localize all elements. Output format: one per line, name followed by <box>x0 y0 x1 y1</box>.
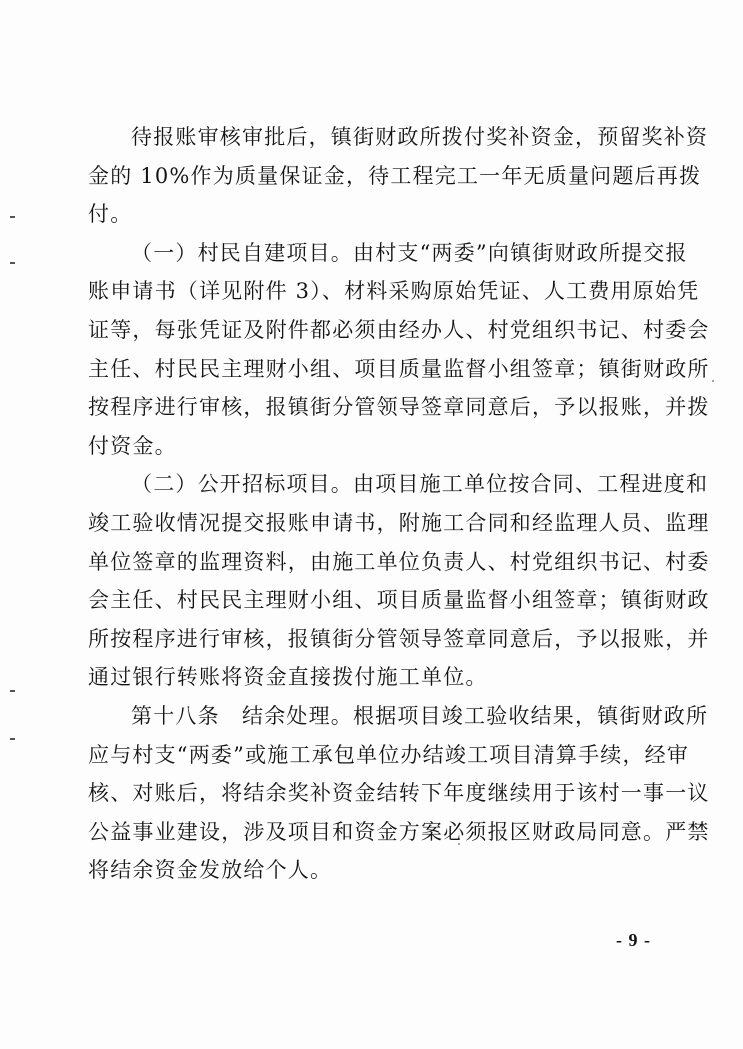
paragraph-line: 核、对账后，将结余奖补资金结转下年度继续用于该村一事一议 <box>88 781 710 806</box>
paragraph-line: 主任、村民民主理财小组、项目质量监督小组签章；镇街财政所 <box>88 356 710 381</box>
page-number: - 9 - <box>616 930 651 950</box>
paragraph-line: 公益事业建设，涉及项目和资金方案必须报区财政局同意。严禁 <box>88 819 710 844</box>
paragraph-line: （一）村民自建项目。由村支“两委”向镇街财政所提交报 <box>131 240 688 265</box>
paragraph-line: （二）公开招标项目。由项目施工单位按合同、工程进度和 <box>131 472 709 497</box>
paragraph-line: 通过银行转账将资金直接拨付施工单位。 <box>88 665 488 690</box>
margin-mark <box>10 216 15 218</box>
article-heading-line: 第十八条 结余处理。根据项目竣工验收结果，镇街财政所 <box>131 703 709 728</box>
paragraph-line: 金的 10%作为质量保证金，待工程完工一年无质量问题后再拨 <box>88 163 702 188</box>
paragraph-line: 所按程序进行审核，报镇街分管领导签章同意后，予以报账，并 <box>88 626 710 651</box>
paragraph-line: 证等，每张凭证及附件都必须由经办人、村党组织书记、村委会 <box>88 317 710 342</box>
margin-mark <box>10 690 15 692</box>
paragraph-line: 账申请书（详见附件 3）、材料采购原始凭证、人工费用原始凭 <box>88 279 700 304</box>
paragraph-line: 竣工验收情况提交报账申请书，附施工合同和经监理人员、监理 <box>88 510 710 535</box>
margin-mark <box>10 738 15 740</box>
paragraph-line: 单位签章的监理资料，由施工单位负责人、村党组织书记、村委 <box>88 549 710 574</box>
scan-speck <box>712 380 714 382</box>
margin-mark <box>10 262 15 264</box>
document-body <box>88 118 710 890</box>
paragraph-line: 付。 <box>88 202 133 227</box>
paragraph-line: 将结余资金发放给个人。 <box>88 858 333 883</box>
paragraph-line: 应与村支“两委”或施工承包单位办结竣工项目清算手续，经审 <box>88 742 690 767</box>
paragraph-line: 付资金。 <box>88 433 177 458</box>
paragraph-line: 会主任、村民民主理财小组、项目质量监督小组签章；镇街财政 <box>88 588 710 613</box>
paragraph-line: 待报账审核审批后，镇街财政所拨付奖补资金，预留奖补资 <box>131 125 709 149</box>
paragraph-line: 按程序进行审核，报镇街分管领导签章同意后，予以报账，并拨 <box>88 395 710 420</box>
